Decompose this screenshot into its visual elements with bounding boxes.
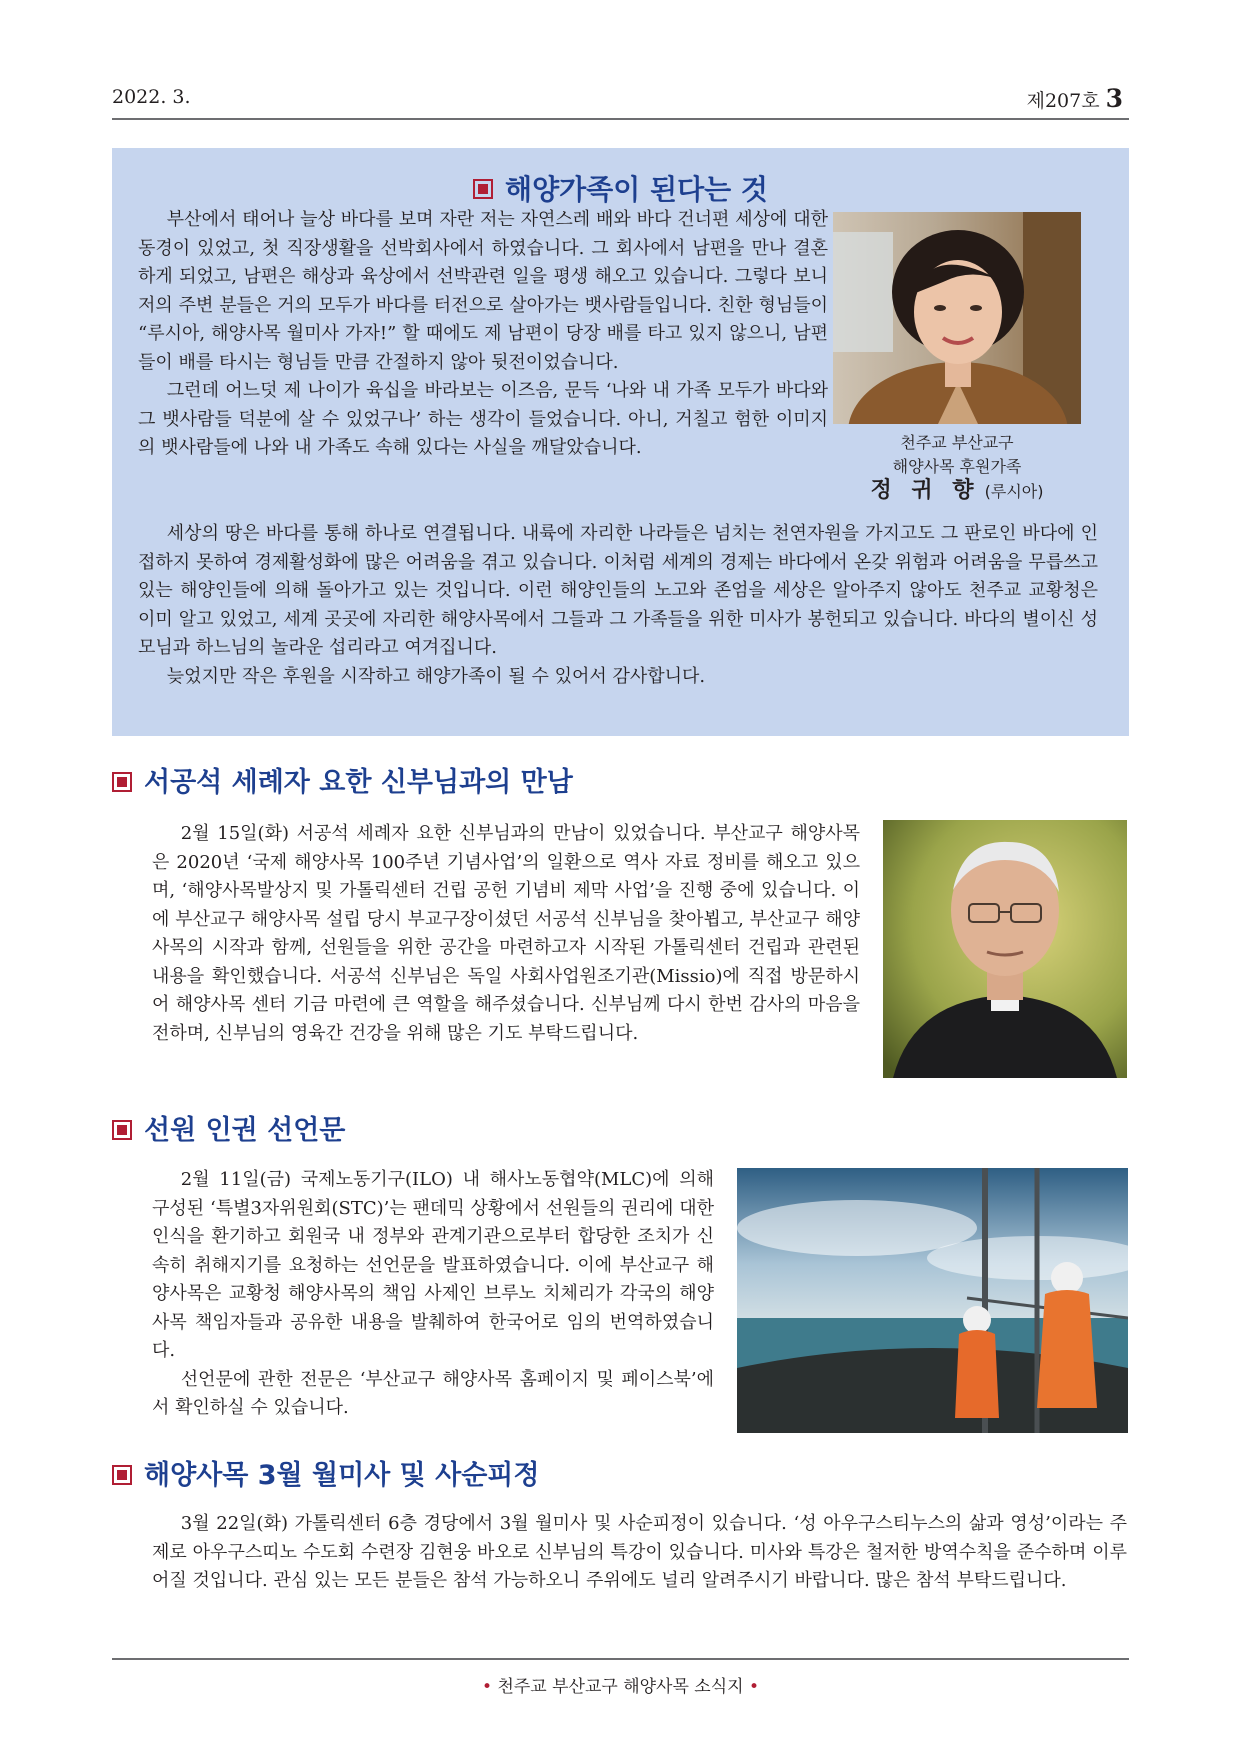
feature-body-upper bbox=[138, 206, 828, 463]
feature-body-lower bbox=[138, 520, 1098, 691]
section-title-mass bbox=[112, 1453, 539, 1492]
square-bullet-icon bbox=[112, 772, 132, 792]
caption-role: 해양사목 후원가족 bbox=[892, 457, 1022, 476]
feature-paragraph-2: 그런데 어느덧 제 나이가 육십을 바라보는 이즈음, 문득 ‘나와 내 가족 모두가 바다와 그 뱃사람들 덕분에 살 수 있었구나’ 하는 생각이 들었습니다. 아니, 거칠고 험한 이미지의 뱃사람들에 나와 내 가족도 속해 있다는 사실을 깨달았습니다. bbox=[138, 380, 828, 458]
footer-text: 천주교 부산교구 해양사목 소식지 bbox=[497, 1677, 744, 1697]
declaration-paragraph-2: 선언문에 관한 전문은 ‘부산교구 해양사목 홈페이지 및 페이스북’에서 확인하실 수 있습니다. bbox=[152, 1368, 714, 1418]
square-bullet-icon bbox=[112, 1465, 132, 1485]
feature-title bbox=[112, 168, 1129, 208]
section-title-declaration bbox=[112, 1108, 345, 1147]
feature-title-text: 해양가족이 된다는 것 bbox=[505, 173, 768, 206]
issue-label: 제207호 bbox=[1026, 90, 1100, 112]
section-meeting-body bbox=[152, 820, 860, 1048]
footer-divider bbox=[112, 1658, 1129, 1660]
section-title-meeting bbox=[112, 760, 573, 799]
section-title-meeting-text: 서공석 세례자 요한 신부님과의 만남 bbox=[144, 767, 573, 798]
section-title-mass-text: 해양사목 3월 월미사 및 사순피정 bbox=[144, 1460, 540, 1491]
author-photo bbox=[833, 212, 1081, 424]
square-bullet-icon bbox=[473, 179, 493, 199]
section-mass-body bbox=[152, 1510, 1127, 1596]
feature-paragraph-3: 세상의 땅은 바다를 통해 하나로 연결됩니다. 내륙에 자리한 나라들은 넘치는 천연자원을 가지고도 그 판로인 바다에 인접하지 못하여 경제활성화에 많은 어려움을 겪고 있습니다. 이처럼 세계의 경제는 바다에서 온갖 위험과 어려움을 무릅쓰고 있는 해양인들에 의해 돌아가고 있는 것입니다. 이런 해양인들의 노고와 존엄을 세상은 알아주지 않아도 천주교 교황청은 이미 알고 있었고, 세계 곳곳에 자리한 해양사목에서 그들과 그 가족들을 위한 미사가 봉헌되고 있습니다. 바다의 별이신 성모님과 하느님의 놀라운 섭리라고 여겨집니다. bbox=[138, 523, 1098, 658]
section-mass-paragraph: 3월 22일(화) 가톨릭센터 6층 경당에서 3월 월미사 및 사순피정이 있습니다. ‘성 아우구스티누스의 삶과 영성’이라는 주제로 아우구스띠노 수도회 수련장 김현웅 바오로 신부님의 특강이 있습니다. 미사와 특강은 철저한 방역수칙을 준수하며 이루어질 것입니다. 관심 있는 모든 분들은 참석 가능하오니 주위에도 널리 알려주시기 바랍니다. 많은 참석 부탁드립니다. bbox=[152, 1513, 1127, 1591]
caption-author bbox=[852, 479, 1062, 504]
seafarers-photo bbox=[737, 1168, 1128, 1433]
footer bbox=[0, 1672, 1241, 1697]
caption-diocese: 천주교 부산교구 bbox=[900, 433, 1014, 452]
footer-bullet-right: • bbox=[748, 1677, 759, 1697]
header-divider bbox=[112, 118, 1129, 120]
issue-number bbox=[1027, 84, 1123, 113]
footer-bullet-left: • bbox=[482, 1677, 493, 1697]
square-bullet-icon bbox=[112, 1120, 132, 1140]
section-declaration-body bbox=[152, 1166, 714, 1423]
author-baptismal-name: (루시아) bbox=[984, 482, 1044, 501]
section-meeting-paragraph: 2월 15일(화) 서공석 세례자 요한 신부님과의 만남이 있었습니다. 부산교구 해양사목은 2020년 ‘국제 해양사목 100주년 기념사업’의 일환으로 역사 자료 정비를 해오고 있으며, ‘해양사목발상지 및 가톨릭센터 건립 공헌 기념비 제막 사업’을 진행 중에 있습니다. 이에 부산교구 해양사목 설립 당시 부교구장이셨던 서공석 신부님을 찾아뵙고, 부산교구 해양사목의 시작과 함께, 선원들을 위한 공간을 마련하고자 시작된 가톨릭센터 건립과 관련된 내용을 확인했습니다. 서공석 신부님은 독일 사회사업원조기관(Missio)에 직접 방문하시어 해양사목 센터 기금 마련에 큰 역할을 해주셨습니다. 신부님께 다시 한번 감사의 마음을 전하며, 신부님의 영육간 건강을 위해 많은 기도 부탁드립니다. bbox=[152, 823, 860, 1044]
issue-date: 2022. 3. bbox=[112, 86, 191, 108]
section-title-declaration-text: 선원 인권 선언문 bbox=[144, 1115, 346, 1146]
feature-paragraph-4: 늦었지만 작은 후원을 시작하고 해양가족이 될 수 있어서 감사합니다. bbox=[166, 665, 706, 687]
feature-paragraph-1: 부산에서 태어나 늘상 바다를 보며 자란 저는 자연스레 배와 바다 건너편 세상에 대한 동경이 있었고, 첫 직장생활을 선박회사에서 하였습니다. 그 회사에서 남편을 만나 결혼하게 되었고, 남편은 해상과 육상에서 선박관련 일을 평생 해오고 있습니다. 그렇다 보니 저의 주변 분들은 거의 모두가 바다를 터전으로 살아가는 뱃사람들입니다. 친한 형님들이 “루시아, 해양사목 월미사 가자!” 할 때에도 제 남편이 당장 배를 타고 있지 않으니, 남편들이 배를 타시는 형님들 만큼 간절하지 않아 뒷전이었습니다. bbox=[138, 209, 828, 373]
author-caption bbox=[852, 431, 1062, 504]
priest-photo bbox=[883, 820, 1127, 1078]
declaration-paragraph-1: 2월 11일(금) 국제노동기구(ILO) 내 해사노동협약(MLC)에 의해 구성된 ‘특별3자위원회(STC)’는 팬데믹 상황에서 선원들의 권리에 대한 인식을 환기하고 회원국 내 정부와 관계기관으로부터 합당한 조치가 신속히 취해지기를 요청하는 선언문을 발표하였습니다. 이에 부산교구 해양사목은 교황청 해양사목의 책임 사제인 브루노 치체리가 각국의 해양사목 책임자들과 공유한 내용을 발췌하여 한국어로 임의 번역하였습니다. bbox=[152, 1169, 714, 1361]
author-name: 정 귀 향 bbox=[870, 478, 980, 503]
page-number: 3 bbox=[1105, 84, 1123, 113]
feature-box bbox=[112, 148, 1129, 736]
